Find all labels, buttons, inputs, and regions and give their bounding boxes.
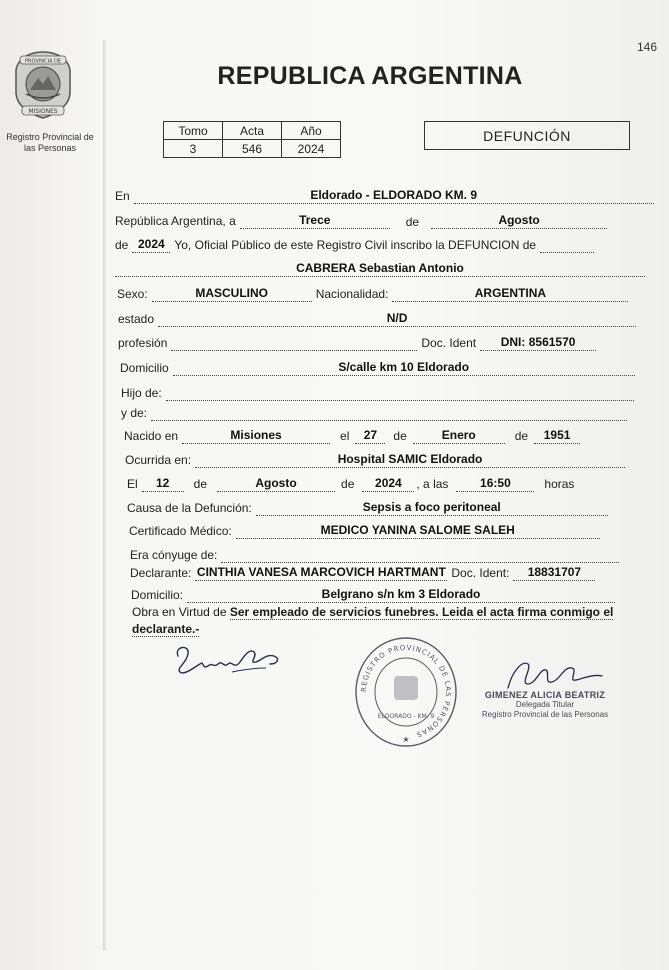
- declarant-signature-icon: [170, 642, 290, 682]
- label-nacionalidad: Nacionalidad:: [315, 287, 389, 301]
- label-de-def-mes: de: [193, 477, 208, 491]
- label-el: el: [340, 429, 350, 443]
- row-nombre: [115, 257, 645, 277]
- field-nac-anio: 1951: [534, 428, 580, 444]
- row-nacimiento: [124, 424, 580, 444]
- document-title: REPUBLICA ARGENTINA: [217, 62, 523, 90]
- row-profesion: [118, 331, 596, 351]
- field-anio: 2024: [132, 237, 170, 253]
- label-certificado: Certificado Médico:: [129, 524, 232, 538]
- document-type-box: DEFUNCIÓN: [424, 121, 630, 150]
- row-causa: [127, 496, 608, 516]
- page-number: 146: [636, 40, 657, 54]
- label-conyuge: Era cónyuge de:: [130, 548, 218, 562]
- field-certificado: MEDICO YANINA SALOME SALEH: [236, 523, 600, 539]
- row-conyuge: [130, 543, 619, 563]
- officer-stamp: [470, 690, 620, 720]
- field-declarante: CINTHIA VANESA MARCOVICH HARTMANT: [196, 565, 446, 579]
- officer-name: GIMENEZ ALICIA BEATRIZ: [484, 690, 606, 700]
- field-nombre: CABRERA Sebastian Antonio: [115, 261, 645, 277]
- label-horas: horas: [544, 477, 575, 491]
- field-domicilio: S/calle km 10 Eldorado: [173, 360, 635, 376]
- header-anio: Año: [282, 122, 341, 140]
- field-y-de: [151, 405, 627, 421]
- field-sexo: MASCULINO: [152, 286, 312, 302]
- field-ocurrida-en: Hospital SAMIC Eldorado: [195, 452, 625, 468]
- row-fecha: [115, 209, 607, 229]
- field-def-anio: 2024: [362, 476, 414, 492]
- field-inscribo-blank: [540, 237, 594, 253]
- label-profesion: profesión: [118, 336, 168, 350]
- field-hijo-de: [166, 385, 634, 401]
- officer-role: Delegada Titular: [515, 700, 575, 709]
- row-lugar: [115, 184, 654, 204]
- label-declarante: Declarante:: [130, 566, 192, 580]
- label-de: de: [405, 215, 420, 229]
- registro-provincial-label: Registro Provincial de las Personas: [6, 132, 94, 153]
- field-declarante-domicilio: Belgrano s/n km 3 Eldorado: [187, 587, 615, 603]
- label-en: En: [115, 189, 130, 203]
- header-tomo: Tomo: [164, 122, 223, 140]
- label-de-def-anio: de: [341, 477, 355, 491]
- field-profesion: [171, 335, 417, 351]
- value-tomo: 3: [164, 140, 223, 158]
- field-estado: N/D: [158, 311, 636, 327]
- tomo-acta-table: [163, 121, 341, 158]
- label-ocurrida-en: Ocurrida en:: [125, 453, 192, 467]
- label-obra-en-virtud: Obra en Virtud de: [132, 605, 227, 619]
- label-a-las: , a las: [416, 477, 449, 491]
- emblem-bottom-text: MISIONES: [28, 108, 58, 115]
- field-declarante-doc: 18831707: [513, 565, 595, 581]
- field-nacionalidad: ARGENTINA: [392, 286, 628, 302]
- field-nac-mes: Enero: [413, 428, 505, 444]
- field-dia-letras: Trece: [240, 213, 390, 229]
- official-seal-icon: [350, 632, 462, 752]
- row-ocurrida: [125, 448, 625, 468]
- label-y-de: y de:: [121, 406, 148, 420]
- row-estado: [118, 307, 636, 327]
- field-hora: 16:50: [456, 476, 534, 492]
- binding-fold: [103, 40, 106, 950]
- field-mes: Agosto: [431, 213, 607, 229]
- label-domicilio-declarante: Domicilio:: [131, 588, 184, 602]
- value-anio: 2024: [282, 140, 341, 158]
- field-doc: DNI: 8561570: [480, 335, 596, 351]
- header-acta: Acta: [223, 122, 282, 140]
- value-acta: 546: [223, 140, 282, 158]
- seal-inner-text: ELDORADO - KM. 9: [377, 713, 435, 720]
- row-fecha-defuncion: [127, 472, 574, 492]
- label-estado: estado: [118, 312, 155, 326]
- row-domicilio: [120, 356, 635, 376]
- field-nac-dia: 27: [355, 428, 385, 444]
- field-def-dia: 12: [142, 476, 184, 492]
- field-obra: Ser empleado de servicios funebres. Leida el acta firma conmigo el declarante.-: [132, 605, 614, 636]
- label-republica: República Argentina, a: [115, 214, 236, 228]
- label-de-anio: de: [115, 238, 129, 252]
- svg-text:★: ★: [402, 735, 410, 744]
- label-hijo-de: Hijo de:: [121, 386, 162, 400]
- emblem-top-text: PROVINCIA DE: [25, 58, 61, 65]
- field-lugar: Eldorado - ELDORADO KM. 9: [134, 188, 654, 204]
- label-inscribo: Yo, Oficial Público de este Registro Civil inscribo la DEFUNCION de: [174, 238, 537, 252]
- row-inscribo: [115, 233, 594, 253]
- label-doc-ident-declarante: Doc. Ident:: [451, 566, 510, 580]
- label-doc-ident: Doc. Ident: [421, 336, 477, 350]
- row-hijo-de: [121, 381, 634, 401]
- field-def-mes: Agosto: [217, 476, 335, 492]
- label-de-nac-anio: de: [514, 429, 529, 443]
- label-sexo: Sexo:: [117, 287, 148, 301]
- row-y-de: [121, 401, 627, 421]
- field-nacido-en: Misiones: [182, 428, 330, 444]
- label-el-cap: El: [127, 477, 138, 491]
- label-de-nac-mes: de: [393, 429, 407, 443]
- label-causa: Causa de la Defunción:: [127, 501, 252, 515]
- officer-office: Registro Provincial de las Personas: [481, 710, 609, 719]
- row-domicilio-declarante: [131, 583, 615, 603]
- row-sexo: [117, 282, 628, 302]
- field-causa: Sepsis a foco peritoneal: [256, 500, 608, 516]
- misiones-emblem-icon: [12, 48, 74, 120]
- seal-ring-text: REGISTRO PROVINCIAL DE LAS PERSONAS: [359, 643, 453, 739]
- label-domicilio: Domicilio: [120, 361, 169, 375]
- row-certificado: [129, 519, 600, 539]
- row-declarante: [130, 561, 595, 581]
- label-nacido-en: Nacido en: [124, 429, 179, 443]
